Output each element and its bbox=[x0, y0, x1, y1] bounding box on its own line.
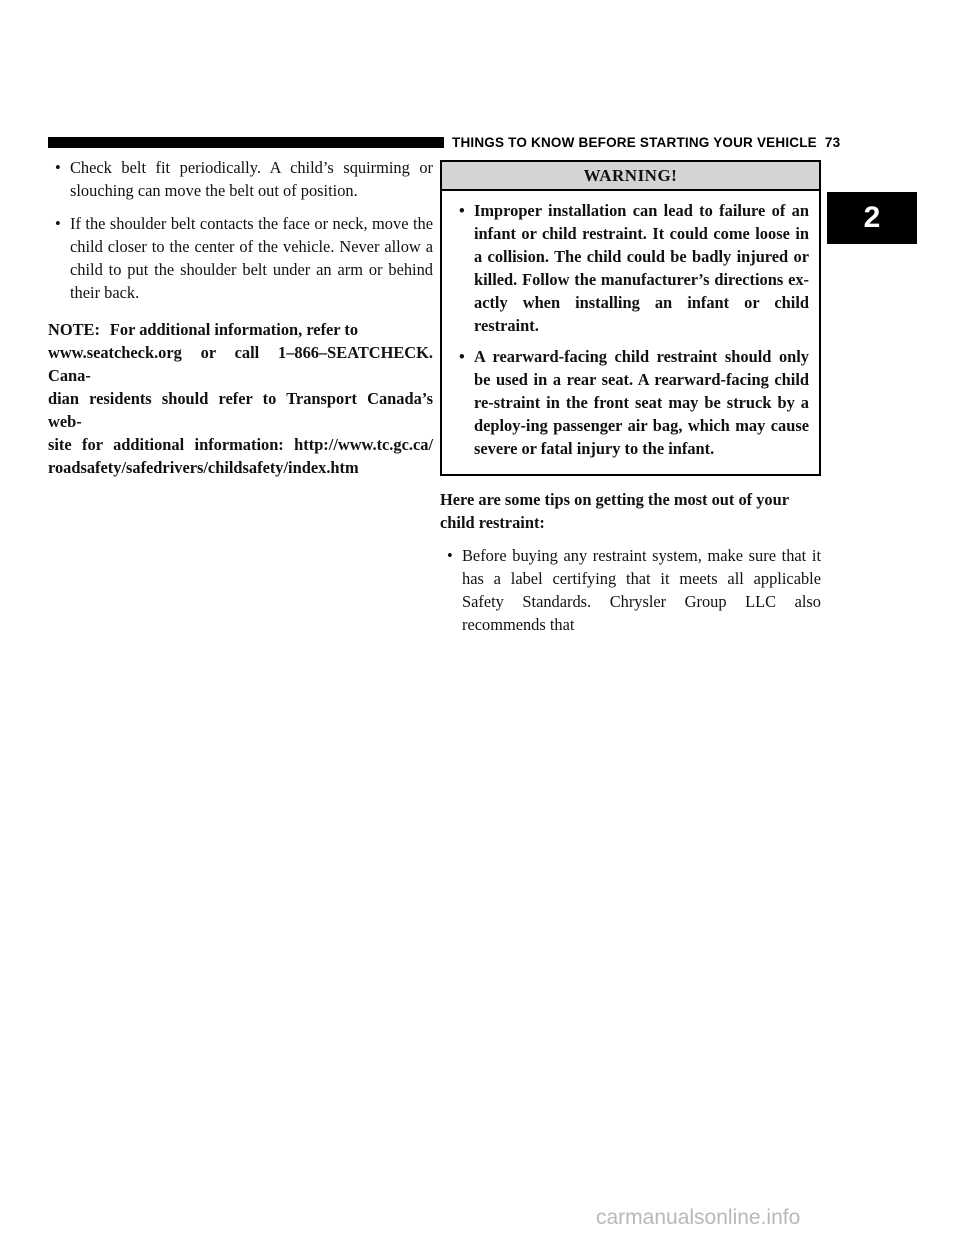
chapter-tab: 2 bbox=[827, 192, 917, 244]
watermark: carmanualsonline.info bbox=[596, 1206, 801, 1229]
list-item: • Improper installation can lead to failure of an infant or child restraint. It could come loose in a collision. The child could be badly injured or killed. Follow the manufacturer’s directions ex-actly when installing an infant or child restraint. bbox=[459, 201, 809, 335]
list-item: • Check belt fit periodically. A child’s squirming or slouching can move the belt out of position. bbox=[55, 158, 433, 200]
note-block: NOTE: For additional information, refer to www.seatcheck.org or call 1–866–SEATCHECK. Cana- dian residents should refer to Transport Canada’s web- site for additional information: http://www.tc.gc.ca/ roadsafety/safedrivers/childsafety/index.htm bbox=[48, 320, 433, 477]
note-label: NOTE: bbox=[48, 320, 100, 339]
tips-intro: Here are some tips on getting the most out of your child restraint: bbox=[440, 490, 789, 532]
bullet-icon: • bbox=[55, 214, 61, 233]
list-item: • A rearward-facing child restraint should only be used in a rear seat. A rearward-facing child re-straint in the front seat may be struck by a deploy-ing passenger air bag, which may cause severe or fatal injury to the infant. bbox=[459, 347, 809, 458]
bullet-icon: • bbox=[55, 158, 61, 177]
warning-body bbox=[442, 191, 819, 474]
list-item: • Before buying any restraint system, make sure that it has a label certifying that it meets all applicable Safety Standards. Chrysler Group LLC also recommends that bbox=[447, 546, 821, 634]
right-column bbox=[440, 160, 821, 646]
left-column bbox=[48, 156, 433, 479]
running-header bbox=[452, 136, 840, 150]
header-bar bbox=[48, 137, 444, 148]
bullet-icon: • bbox=[459, 201, 465, 220]
bullet-icon: • bbox=[459, 347, 465, 366]
page-number: 73 bbox=[824, 135, 841, 150]
bullet-icon: • bbox=[447, 546, 453, 565]
warning-box bbox=[440, 160, 821, 476]
section-title: THINGS TO KNOW BEFORE STARTING YOUR VEHICLE bbox=[452, 135, 817, 150]
list-item: • If the shoulder belt contacts the face or neck, move the child closer to the center of the vehicle. Never allow a child to put the shoulder belt under an arm or behind their back. bbox=[55, 214, 433, 302]
warning-title: WARNING! bbox=[442, 162, 819, 191]
